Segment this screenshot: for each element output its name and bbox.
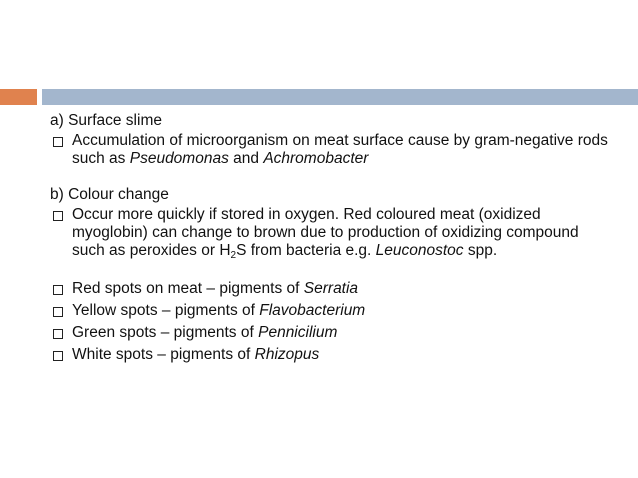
bullet-box-icon [53, 285, 63, 295]
header-accent-blue [42, 89, 638, 105]
bullet-white-spots: White spots – pigments of Rhizopus [50, 346, 610, 364]
bullet-colour-change: Occur more quickly if stored in oxygen. Red coloured meat (oxidized myoglobin) can change to brown due to production of oxidizing compound such as peroxides or $H_2S$ from bacteria e.g. Leuconostoc spp. [50, 206, 610, 260]
header-accent-orange [0, 89, 37, 105]
bullet-green-spots: Green spots – pigments of Pennicilium [50, 324, 610, 342]
slide-content [50, 112, 610, 368]
bullet-box-icon [53, 307, 63, 317]
bullet-box-icon [53, 329, 63, 339]
bullet-box-icon [53, 211, 63, 221]
bullet-yellow-spots: Yellow spots – pigments of Flavobacterium [50, 302, 610, 320]
bullet-box-icon [53, 137, 63, 147]
bullet-surface-slime: Accumulation of microorganism on meat surface cause by gram-negative rods such as Pseudomonas and Achromobacter [50, 132, 610, 168]
bullet-box-icon [53, 351, 63, 361]
bullet-red-spots: Red spots on meat – pigments of Serratia [50, 280, 610, 298]
section-b-heading: b) Colour change [50, 186, 169, 203]
section-a-heading: a) Surface slime [50, 112, 162, 129]
